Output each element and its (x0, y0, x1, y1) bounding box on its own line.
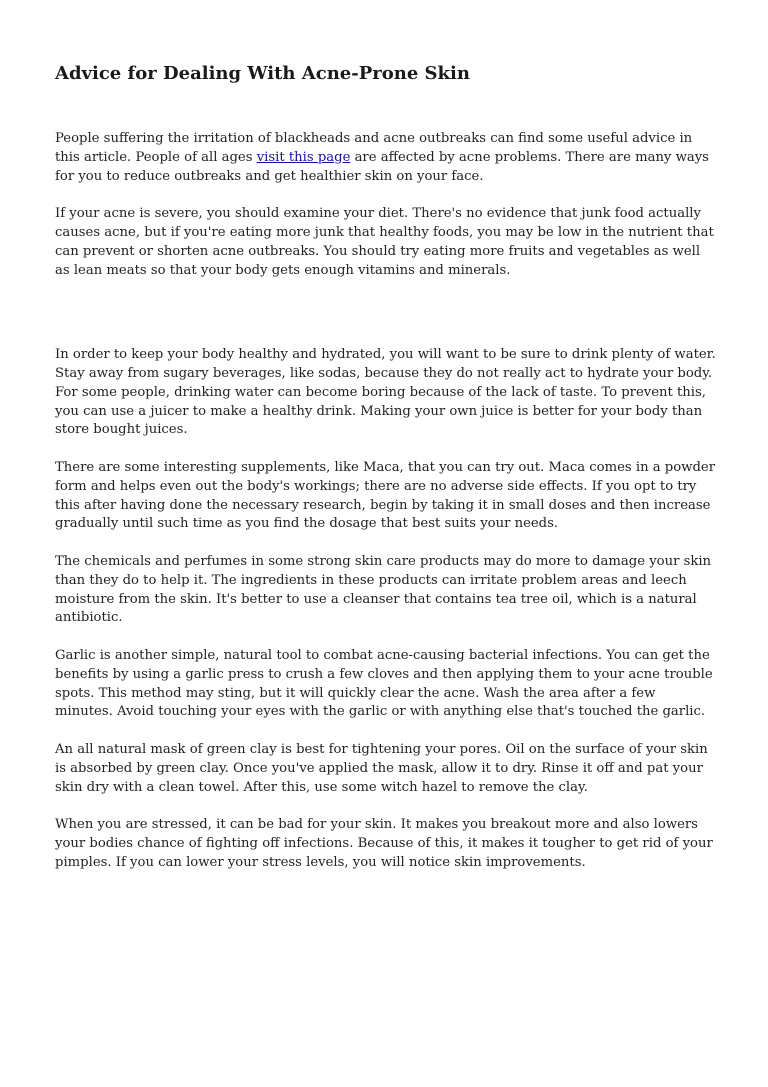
paragraph-diet: If your acne is severe, you should examine your diet. There's no evidence that junk food actually causes acne, but if you're eating more junk that healthy foods, you may be low in the nutrient that can prevent or shorten acne outbreaks. You should try eating more fruits and vegetables as well as lean meats so that your body gets enough vitamins and minerals. (55, 206, 714, 278)
blank-space (55, 299, 717, 346)
paragraph-green-clay: An all natural mask of green clay is best for tightening your pores. Oil on the surface of your skin is absorbed by green clay. Once you've applied the mask, allow it to dry. Rinse it off and pat your skin dry with a clean towel. After this, use some witch hazel to remove the clay. (55, 741, 708, 795)
paragraph-water: In order to keep your body healthy and hydrated, you will want to be sure to drink plenty of water. Stay away from sugary beverages, like sodas, because they do not really act to hydrate your body. For some people, drinking water can become boring because of the lack of taste. To prevent this, you can use a juicer to make a healthy drink. Making your own juice is better for your body than store bought juices. (55, 347, 716, 438)
document-page (55, 62, 717, 891)
paragraph-supplements: There are some interesting supplements, like Maca, that you can try out. Maca comes in a powder form and helps even out the body's workings; there are no adverse side effects. If you opt to try this after having done the necessary research, begin by taking it in small doses and then increase gradually until such time as you find the dosage that best suits your needs. (55, 459, 716, 532)
paragraph-chemicals: The chemicals and perfumes in some strong skin care products may do more to damage your skin than they do to help it. The ingredients in these products can irritate problem areas and leech moisture from the skin. It's better to use a cleanser that contains tea tree oil, which is a natural antibiotic. (55, 553, 712, 626)
page-title: Advice for Dealing With Acne-Prone Skin (55, 63, 470, 84)
paragraph-stress: When you are stressed, it can be bad for your skin. It makes you breakout more and also lowers your bodies chance of fighting off infections. Because of this, it makes it tougher to get rid of your pimples. If you can lower your stress levels, you will notice skin improvements. (55, 817, 713, 870)
paragraph-intro-text-1: People suffering the irritation of blackheads and acne outbreaks can find some useful advice in this article. People of all ages (55, 131, 693, 165)
paragraph-intro-text-2: are affected by acne problems. There are many ways for you to reduce outbreaks and get healthier skin on your face. (55, 149, 709, 184)
paragraph-garlic: Garlic is another simple, natural tool to combat acne-causing bacterial infections. You can get the benefits by using a garlic press to crush a few cloves and then applying them to your acne trouble spots. This method may sting, but it will quickly clear the acne. Wash the area after a few minutes. Avoid touching your eyes with the garlic or with anything else that's touched the garlic. (55, 647, 713, 720)
visit-this-page-link[interactable]: visit this page (256, 149, 351, 165)
paragraph-intro (55, 130, 717, 186)
